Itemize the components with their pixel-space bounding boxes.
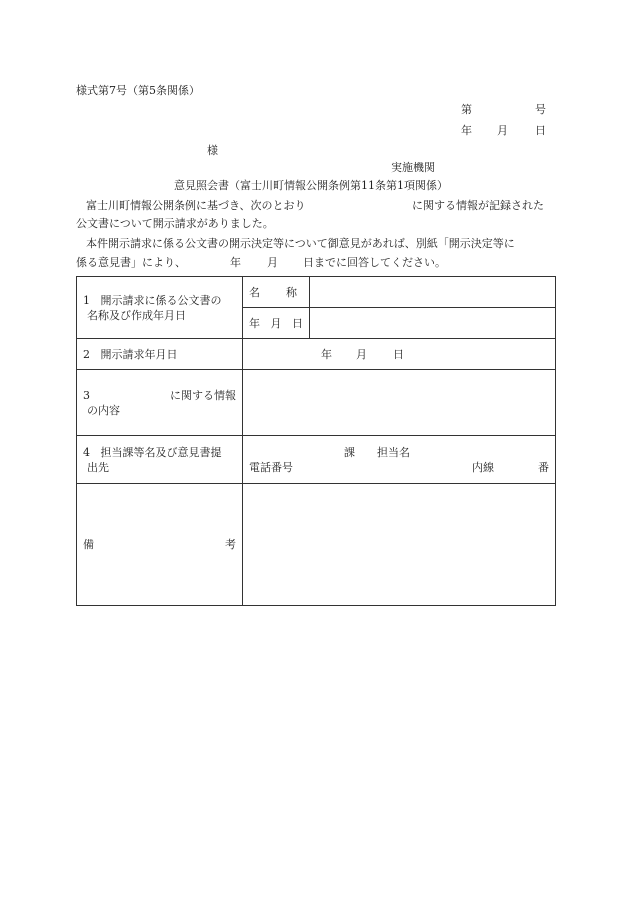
- document-date-field[interactable]: [310, 308, 556, 339]
- para1-line1-a: 富士川町情報公開条例に基づき、次のとおり: [86, 199, 306, 212]
- contact-field[interactable]: 課 担当名 電話番号 内線 番: [243, 436, 556, 484]
- row4-label-cell: 4 担当課等名及び意見書提 出先: [77, 436, 243, 484]
- remarks-label-cell: 備 考: [77, 484, 243, 606]
- row3-label-cell: 3 に関する情報 の内容: [77, 370, 243, 436]
- date-month: 月: [497, 124, 508, 137]
- doc-number-prefix: 第: [461, 103, 472, 116]
- row1-label-line2: 名称及び作成年月日: [87, 308, 186, 322]
- inquiry-table: [76, 276, 556, 606]
- document-title: 意見照会書（富士川町情報公開条例第11条第1項関係）: [174, 179, 448, 192]
- form-id: 様式第7号（第5条関係）: [76, 84, 200, 97]
- row1-name-label-cell: 名 称: [243, 277, 310, 308]
- doc-number-suffix: 号: [535, 103, 546, 116]
- para2-line2-b: 日までに回答してください。: [303, 256, 446, 269]
- row1-date-label-cell: 年 月 日: [243, 308, 310, 339]
- para1-line1-b: に関する情報が記録された: [412, 199, 544, 212]
- para1-line2: 公文書について開示請求がありました。: [76, 217, 274, 230]
- para2-line2-a: 係る意見書」により、: [76, 256, 186, 269]
- para2-line1: 本件開示請求に係る公文書の開示決定等について御意見があれば、別紙「開示決定等に: [86, 237, 515, 250]
- request-date-field[interactable]: 年 月 日: [243, 339, 556, 370]
- date-day: 日: [535, 124, 546, 137]
- document-name-field[interactable]: [310, 277, 556, 308]
- date-year: 年: [461, 124, 472, 137]
- reply-month: 月: [267, 256, 278, 269]
- info-content-field[interactable]: [243, 370, 556, 436]
- row1-label-cell: [77, 277, 243, 339]
- addressee-suffix: 様: [207, 144, 218, 157]
- reply-year: 年: [230, 256, 241, 269]
- remarks-field[interactable]: [243, 484, 556, 606]
- row1-label: 1 開示請求に係る公文書の: [83, 293, 222, 307]
- issuer-label: 実施機関: [391, 161, 435, 174]
- row2-label-cell: 2 開示請求年月日: [77, 339, 243, 370]
